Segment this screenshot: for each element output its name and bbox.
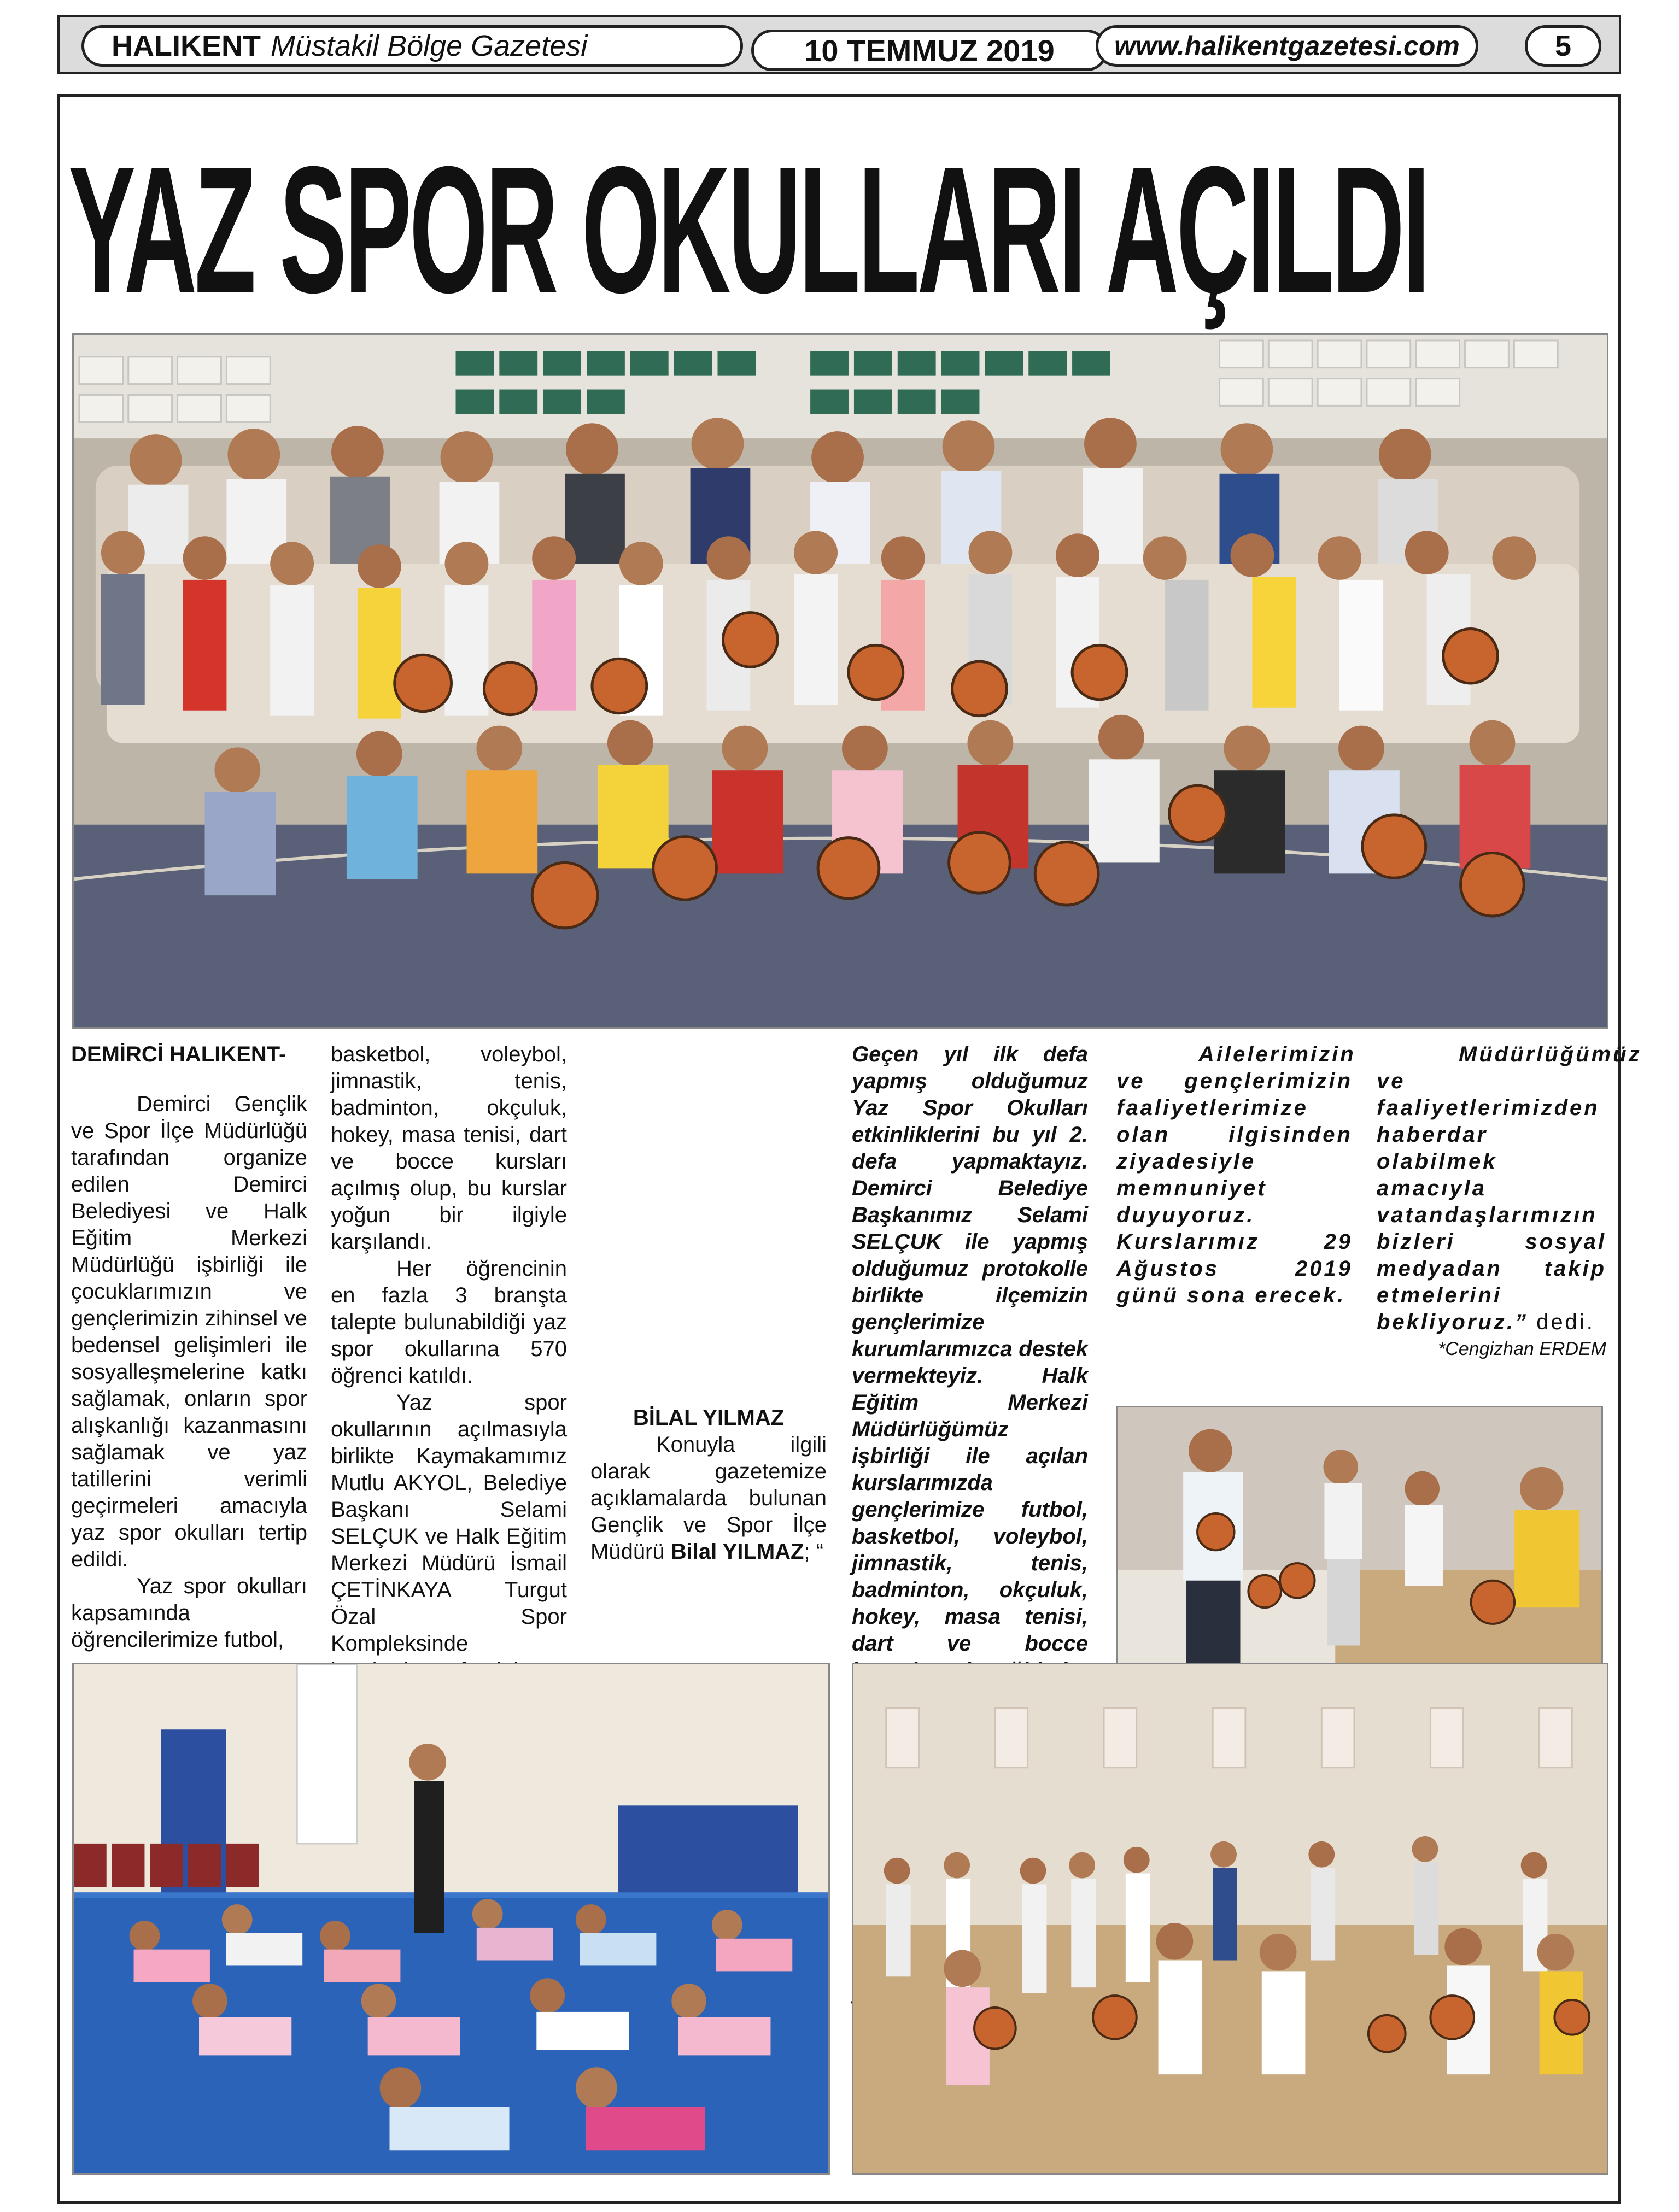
court-officials-illustration — [853, 1664, 1607, 2173]
main-group-photo — [72, 333, 1608, 1029]
article-paragraph: Yaz spor okullarının açılmasıyla birlikte Kaymakamımız Mutlu AKYOL, Belediye Başkanı Selami SELÇUK ve Halk Eğitim Merkezi Müdürü İsmail ÇETİNKAYA Turgut Özal Spor Kompleksinde — [331, 1390, 567, 1656]
article-column-6 — [1377, 1041, 1642, 1363]
article-column-3 — [590, 1405, 827, 1565]
interview-intro — [590, 1431, 827, 1565]
paper-subtitle: Müstakil Bölge Gazetesi — [270, 30, 588, 62]
quote-part-3-text: Müdürlüğümüz ve faaliyetlerimizden haberdar olabilmek amacıyla vatandaşlarımızın bizleri sosyal medyadan takip etmelerini bekliyoruz.” — [1377, 1042, 1642, 1334]
main-group-photo-illustration — [74, 335, 1607, 1027]
article-column-5 — [1116, 1041, 1356, 1309]
article-paragraph: Her öğrencinin en fazla 3 branşta talepte bulunabildiği yaz spor okullarına 570 öğrenci katıldı. — [331, 1257, 567, 1388]
gym-stretching-illustration — [74, 1664, 828, 2173]
website-link[interactable]: www.halikentgazetesi.com — [1096, 25, 1478, 67]
article-byline: *Cengizhan ERDEM — [1437, 1339, 1606, 1359]
quote-part-2: Ailelerimizin ve gençlerimizin faaliyetlerimize olan ilgisinden ziyadesiyle memnuniyet duyuyoruz. Kurslarımız 29 Ağustos 2019 günü sona erecek. — [1116, 1042, 1356, 1307]
interview-intro-text: Konuyla ilgili olarak gazetemize açıklamalarda bulunan Gençlik ve Spor İlçe Müdürü — [590, 1433, 827, 1564]
interviewee-name: Bilal YILMAZ — [670, 1540, 804, 1564]
article-headline: YAZ SPOR OKULLARI AÇILDI — [68, 128, 1428, 330]
article-dateline: DEMİRCİ HALIKENT- — [71, 1042, 286, 1066]
article-paragraph: Yaz spor okulları kapsamında öğrencilerimize futbol, — [71, 1574, 307, 1652]
article-paragraph: Demirci Gençlik ve Spor İlçe Müdürlüğü tarafından organize edilen Demirci Belediyesi ve Halk Eğitim Merkezi Müdürlüğü işbirliği ile çocuklarımızın ve gençlerimizin zihinsel ve bedensel gelişimleri ile sosyalleşmelerine katkı sağlamak, onların spor alışkanlığı kazanmasını sağlamak ve yaz tatillerini verimli geçirmeleri amacıyla yaz spor okulları tertip edildi. — [71, 1092, 307, 1571]
court-officials-photo — [852, 1663, 1608, 2175]
issue-date: 10 TEMMUZ 2019 — [751, 30, 1108, 71]
paper-name-pill — [81, 25, 743, 67]
newspaper-header — [57, 15, 1621, 74]
paper-name: HALIKENT — [112, 30, 261, 62]
page-number: 5 — [1525, 25, 1601, 67]
article-paragraph: basketbol, voleybol, jimnastik, tenis, badminton, okçuluk, hokey, masa tenisi, dart ve bocce kursları açılmış olup, bu kurslar yoğun bir ilgiyle karşılandı. — [331, 1042, 567, 1254]
quote-tail: dedi. — [1528, 1310, 1595, 1334]
gym-stretching-photo — [72, 1663, 830, 2175]
quote-part-1: Geçen yıl ilk defa yapmış olduğumuz Yaz Spor Okulları etkinliklerini bu yıl 2. defa yapmaktayız. Demirci Belediye Başkanımız Selami SELÇUK ile yapmış olduğumuz protokolle birlikte ilçemizin gençlerimize kurumlarımızca destek vermekteyiz. Halk Eğitim Merkezi Müdürlüğümüz işbirliği ile açılan kurslarımızda gençlerimize futbol, basketbol, voleybol, jimnastik, tenis, badminton, okçuluk, hokey, masa tenisi, dart ve bocce — [852, 1042, 1088, 1656]
article-subheading: BİLAL YILMAZ — [633, 1406, 785, 1430]
quote-part-3 — [1377, 1041, 1642, 1336]
article-column-1 — [71, 1041, 307, 1653]
interview-intro-end: ; “ — [804, 1540, 824, 1564]
